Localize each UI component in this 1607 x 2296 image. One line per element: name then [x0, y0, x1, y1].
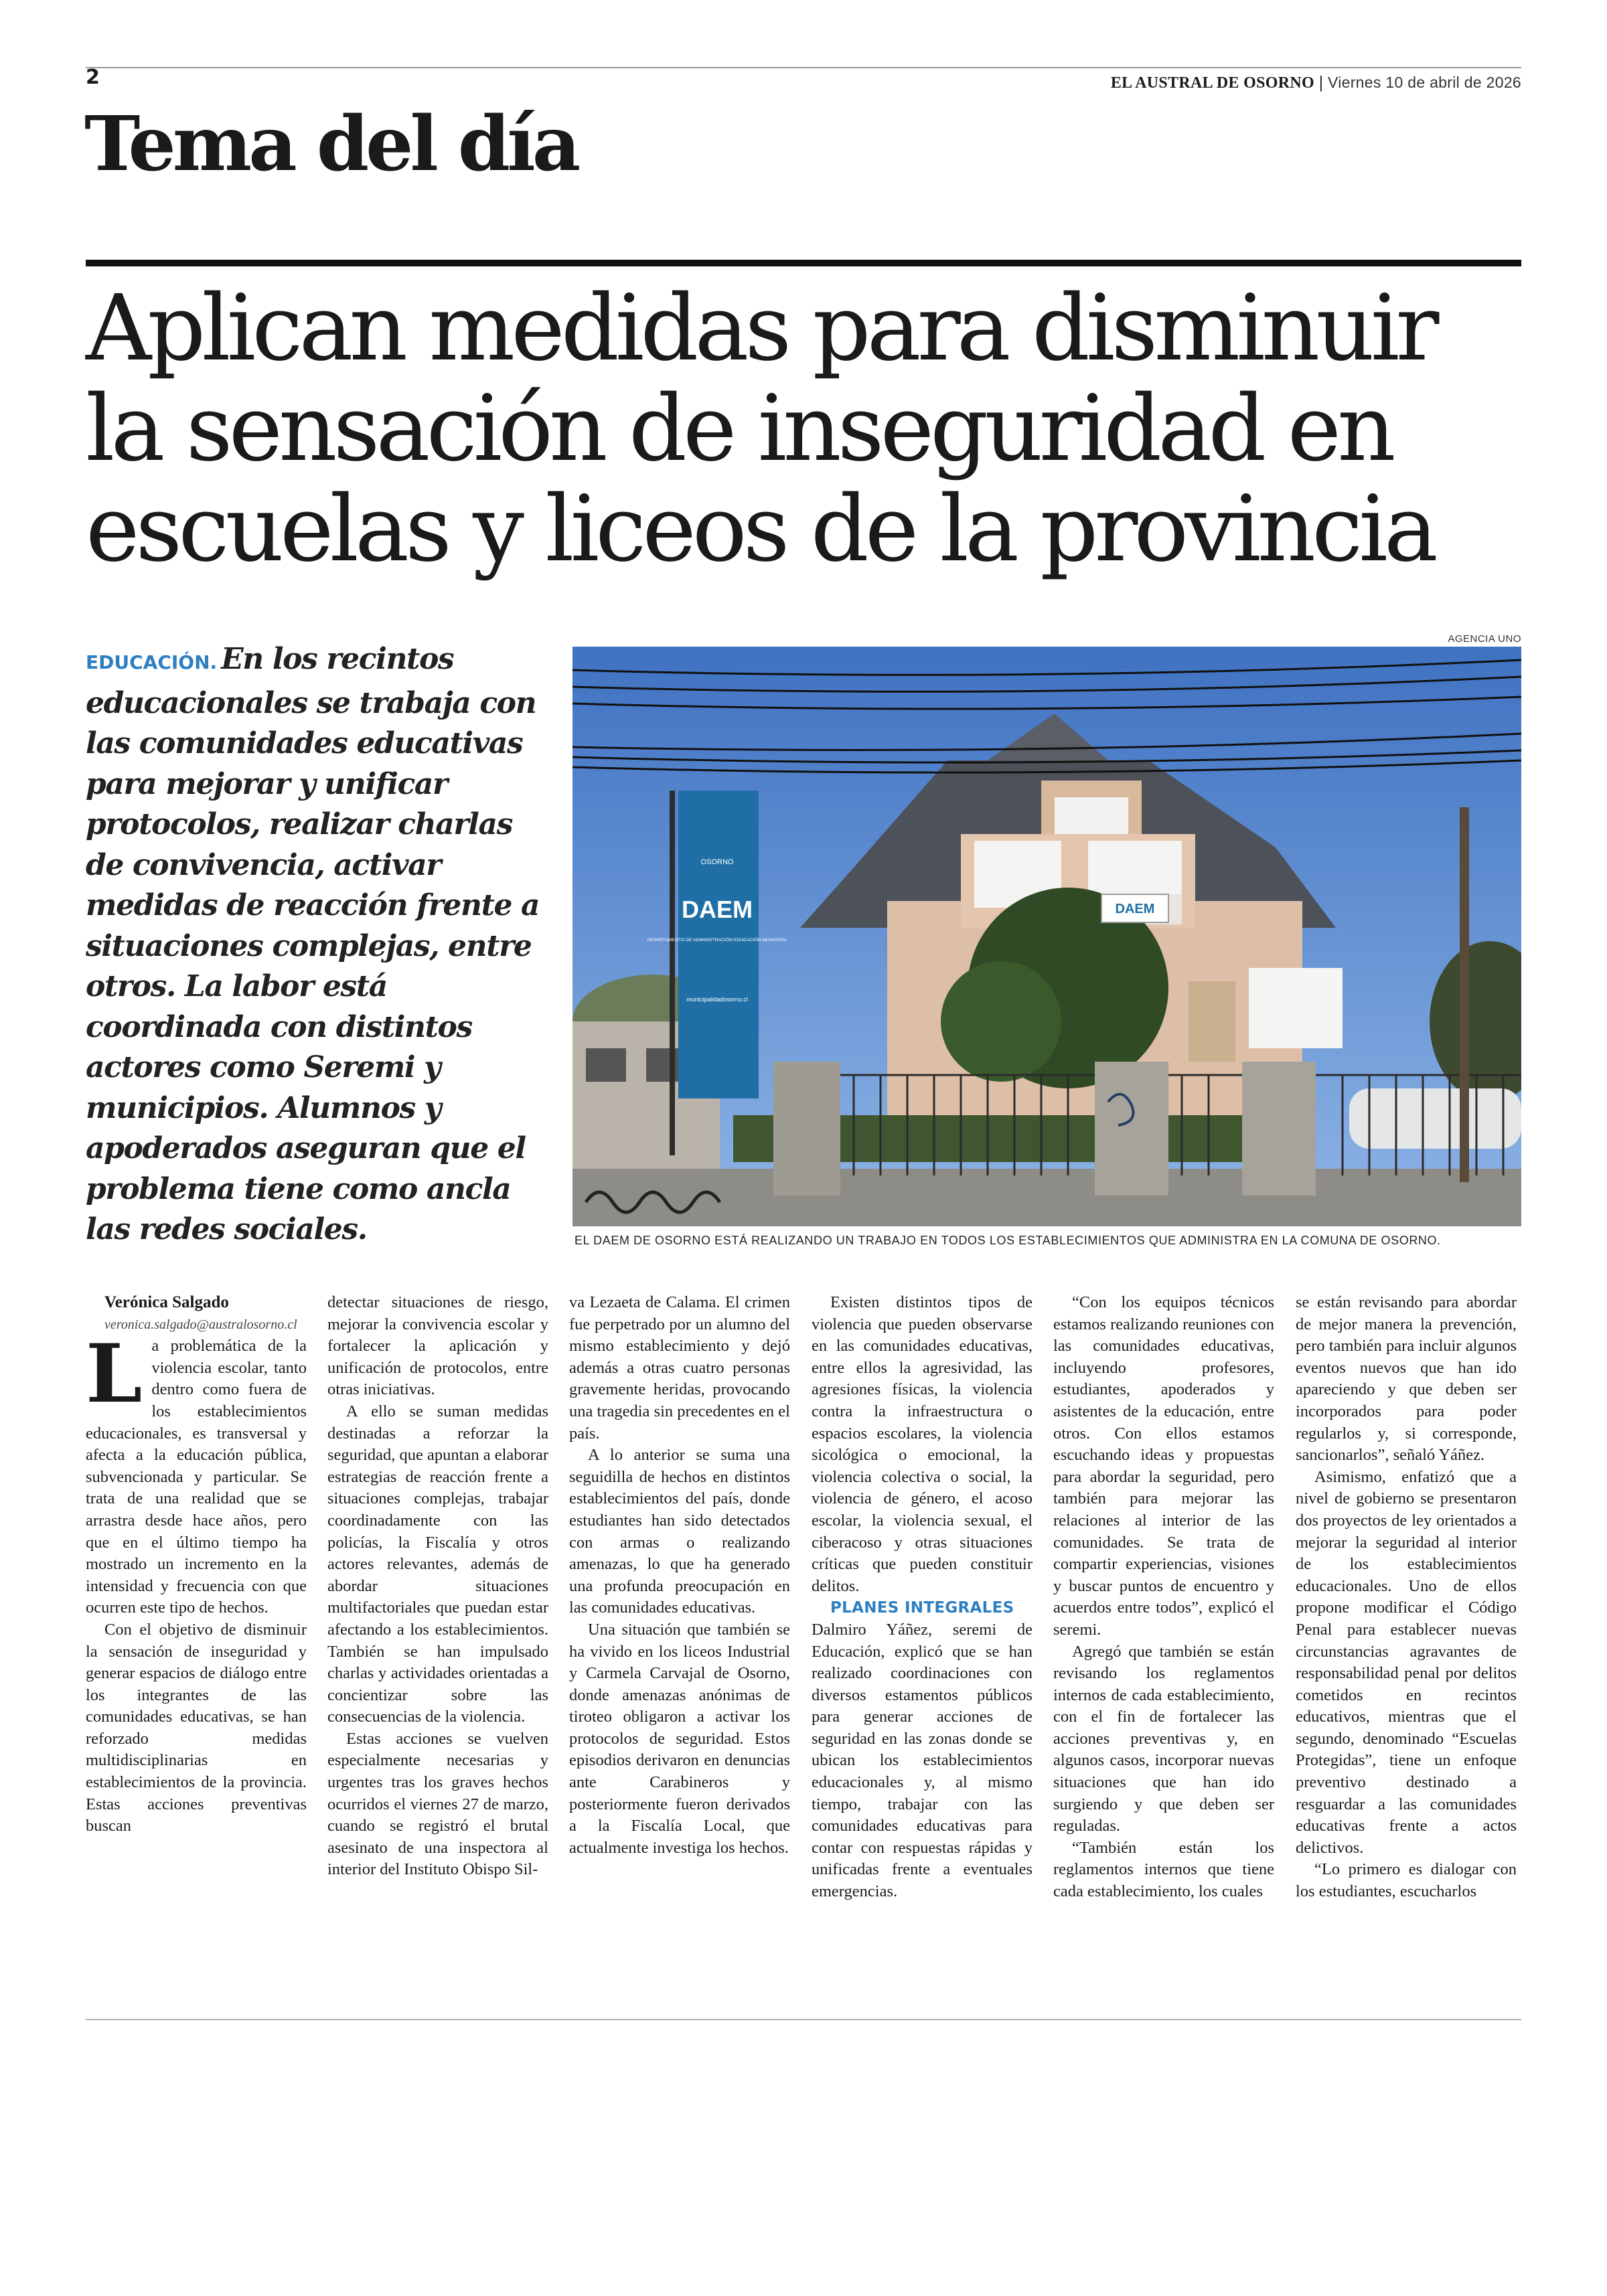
masthead-separator: |	[1318, 74, 1324, 92]
photo-sign-subtitle: DEPARTAMENTO DE ADMINISTRACIÓN EDUCACIÓN MUNICIPAL	[647, 938, 787, 942]
page-number: 2	[86, 66, 100, 89]
photo-caption: EL DAEM DE OSORNO ESTÁ REALIZANDO UN TRABAJO EN TODOS LOS ESTABLECIMIENTOS QUE ADMINISTRA EN LA COMUNA DE OSORNO.	[575, 1234, 1441, 1247]
body-paragraph: Asimismo, enfatizó que a nivel de gobierno se presentaron dos proyectos de ley orientados a mejorar la seguridad al interior de los establecimientos educacionales. Uno de ellos propone modificar el Código Penal para establecer nuevas circunstancias agravantes de responsabilidad penal por delitos cometidos en recintos educativos, mientras que el segundo, denominado “Escuelas Protegidas”, tiene un enfoque preventivo destinado a resguardar a las comunidades educativas frente a actos delictivos.	[1296, 1467, 1517, 1857]
photo-facade-sign: DAEM	[1115, 902, 1155, 916]
body-paragraph: Existen distintos tipos de violencia que pueden observarse en las comunidades educativas, entre ellos la agresividad, las agresiones físicas, la violencia contra la infraestructura o espacios escolares, la violencia sicológica o emocional, la violencia colectiva o social, la violencia de género, el acoso escolar, la violencia sexual, el ciberacoso y otras situaciones críticas que pueden constituir delitos.	[812, 1293, 1032, 1595]
top-rule	[86, 67, 1521, 68]
body-paragraph: Una situación que también se ha vivido en los liceos Industrial y Carmela Carvajal de Osorno, donde amenazas anónimas de tiroteo obligaron a activar los protocolos de seguridad. Estos episodios derivaron en denuncias ante Carabineros y posteriormente fueron derivados a la Fiscalía Local, que actualmente investiga los hechos.	[569, 1620, 790, 1857]
body-paragraph: A ello se suman medidas destinadas a reforzar la seguridad, que apuntan a elaborar estrategias de reacción frente a situaciones complejas, trabajar coordinadamente con las policías, la Fiscalía y otros actores relevantes, además de abordar situaciones multifactoriales que puedan estar afectando a los establecimientos. También se han impulsado charlas y actividades orientadas a concientizar sobre las consecuencias de la violencia.	[327, 1402, 548, 1726]
article-photo	[572, 647, 1521, 1226]
photo-sign-website: municipalidadosorno.cl	[686, 996, 748, 1003]
dropcap: L	[86, 1327, 143, 1422]
photo-sign-osorno: OSORNO	[700, 858, 734, 866]
photo-credit: AGENCIA UNO	[1448, 633, 1521, 645]
masthead	[1111, 74, 1521, 92]
headline: Aplican medidas para disminuir la sensación de inseguridad en escuelas y liceos de la provincia	[86, 276, 1436, 582]
body-paragraph: Con el objetivo de disminuir la sensación de inseguridad y generar espacios de diálogo entre los integrantes de las comunidades educativas, se han reforzado medidas multidisciplinarias en establecimientos de la provincia. Estas acciones preventivas buscan	[86, 1620, 307, 1835]
lead-text: En los recintos educacionales se trabaja con las comunidades educativas para mejorar y unificar protocolos, realizar charlas de convivencia, activar medidas de reacción frente a situaciones complejas, entre otros. La labor está coordinada con distintos actores como Seremi y municipios. Alumnos y apoderados aseguran que el problema tiene como ancla las redes sociales.	[86, 642, 540, 1246]
author-name: Verónica Salgado	[104, 1293, 229, 1311]
body-paragraph: “Lo primero es dialogar con los estudiantes, escucharlos	[1296, 1860, 1517, 1901]
body-column-6	[1296, 1292, 1517, 1903]
body-column-5	[1053, 1292, 1274, 1903]
bottom-rule	[86, 2019, 1521, 2020]
body-column-2	[327, 1292, 548, 1881]
body-paragraph: se están revisando para abordar de mejor manera la prevención, pero también para incluir algunos eventos nuevos que han ido apareciendo y que deben ser incorporados para poder regularlos y, si corresponde, sancionarlos”, señaló Yáñez.	[1296, 1293, 1517, 1465]
body-paragraph: va Lezaeta de Calama. El crimen fue perpetrado por un alumno del mismo establecimiento y dejó además a otras cuatro personas gravemente heridas, provocando una tragedia sin precedentes en el país.	[569, 1293, 790, 1443]
body-paragraph: A lo anterior se suma una seguidilla de hechos en distintos establecimientos del país, donde estudiantes han sido detectados con armas o realizando amenazas, lo que ha generado una profunda preocupación en las comunidades educativas.	[569, 1446, 790, 1617]
body-text: a problemática de la violencia escolar, tanto dentro como fuera de los establecimientos educacionales, es transversal y afecta a la educación pública, subvencionada y particular. Se trata de una realidad que se arrastra desde hace años, pero que en el último tiempo ha mostrado un incremento en la intensidad y frecuencia con que ocurren este tipo de hechos.	[86, 1337, 307, 1617]
body-paragraph: Agregó que también se están revisando los reglamentos internos de cada establecimiento, con el fin de fortalecer las acciones preventivas y, en algunos casos, incorporar nuevas situaciones que han ido surgiendo y que deben ser reguladas.	[1053, 1642, 1274, 1835]
issue-date: Viernes 10 de abril de 2026	[1328, 74, 1521, 91]
body-paragraph: Dalmiro Yáñez, seremi de Educación, explicó que se han realizado coordinaciones con diversos estamentos públicos para generar acciones de seguridad en las zonas donde se ubican los establecimientos educacionales y, al mismo tiempo, trabajar con las comunidades educativas para contar con respuestas rápidas y unificadas frente a eventuales emergencias.	[812, 1620, 1032, 1901]
body-paragraph: “También están los reglamentos internos que tiene cada establecimiento, los cuales	[1053, 1838, 1274, 1901]
photo-sign-daem: DAEM	[682, 896, 753, 923]
body-paragraph: detectar situaciones de riesgo, mejorar la convivencia escolar y fortalecer la aplicación y unificación de protocolos, entre otras iniciativas.	[327, 1293, 548, 1399]
body-paragraph	[86, 1327, 307, 1619]
lead-kicker: EDUCACIÓN.	[86, 651, 218, 673]
section-title: Tema del día	[84, 100, 578, 188]
author-email: veronica.salgado@australosorno.cl	[104, 1317, 297, 1332]
newspaper-name: EL AUSTRAL DE OSORNO	[1110, 74, 1314, 92]
body-paragraph: “Con los equipos técnicos estamos realizando reuniones con las comunidades educativas, incluyendo profesores, estudiantes, apoderados y asistentes de la educación, entre otros. Con ellos estamos escuchando ideas y propuestas para abordar la seguridad, pero también para mejorar las relaciones al interior de las comunidades. Se trata de compartir experiencias, visiones y buscar puntos de encuentro y acuerdos entre todos”, explicó el seremi.	[1053, 1293, 1274, 1639]
subhead: PLANES INTEGRALES	[830, 1599, 1014, 1617]
body-column-4	[812, 1292, 1032, 1903]
body-paragraph: Estas acciones se vuelven especialmente necesarias y urgentes tras los graves hechos ocurridos el viernes 27 de marzo, cuando se registró el brutal asesinato de una inspectora al interior del Instituto Obispo Sil-	[327, 1729, 548, 1879]
body-column-3	[569, 1292, 790, 1859]
body-column-1	[86, 1292, 307, 1837]
headline-rule	[86, 260, 1521, 266]
lead-paragraph	[86, 639, 554, 1250]
